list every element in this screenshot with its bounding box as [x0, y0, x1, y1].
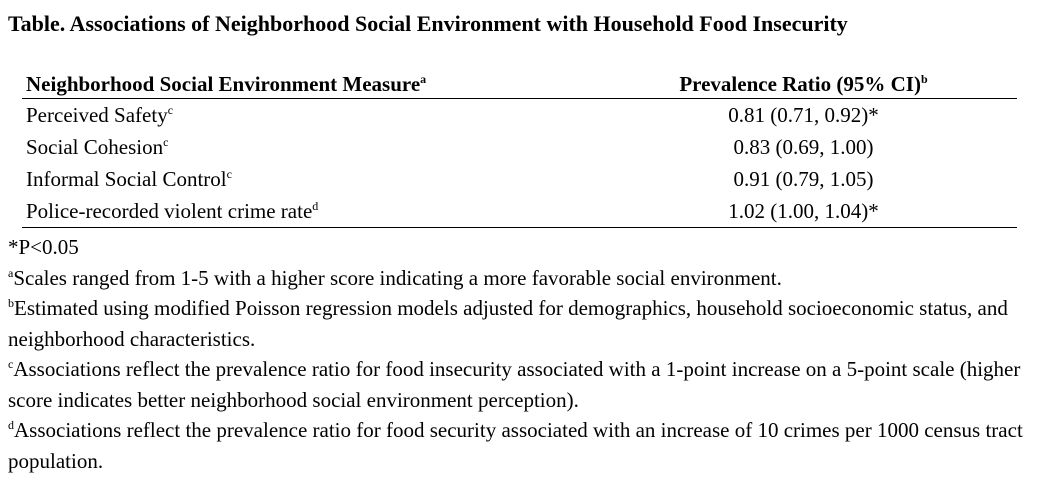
results-table [22, 70, 1017, 228]
header-measure [22, 70, 586, 99]
footnote-c-mark: c [8, 357, 14, 371]
row-footnote-mark: d [312, 199, 319, 213]
footnote-a [8, 263, 1038, 294]
footnote-b [8, 293, 1038, 354]
table-header-row [22, 70, 1017, 99]
row-measure [22, 131, 586, 163]
row-prevalence-ratio: 0.91 (0.79, 1.05) [733, 167, 874, 191]
table-title: Table. Associations of Neighborhood Social Environment with Household Food Insecurity [8, 11, 848, 36]
row-measure [22, 195, 586, 228]
header-prevalence-ratio [586, 70, 1017, 99]
footnote-b-mark: b [8, 296, 14, 310]
row-footnote-mark: c [163, 135, 169, 149]
row-prevalence-ratio: 0.81 (0.71, 0.92)* [728, 103, 879, 127]
row-measure [22, 99, 586, 132]
table-row [22, 99, 1017, 132]
header-pr-footnote-mark: b [920, 72, 928, 86]
footnote-c-text: Associations reflect the prevalence ratio for food insecurity associated with a 1-point increase on a 5-point scale (higher score indicates better neighborhood social environment perception). [8, 357, 1021, 412]
footnotes [8, 232, 1038, 476]
row-prevalence-ratio: 1.02 (1.00, 1.04)* [586, 195, 1017, 228]
footnote-d-mark: d [8, 418, 14, 432]
header-measure-footnote-mark: a [420, 72, 427, 86]
table-row [22, 195, 1017, 228]
table-row [22, 163, 1017, 195]
row-footnote-mark: c [226, 167, 232, 181]
row-prevalence-ratio: 0.83 (0.69, 1.00) [733, 135, 874, 159]
footnote-b-text: Estimated using modified Poisson regression models adjusted for demographics, household socioeconomic status, and neighborhood characteristics. [8, 296, 1008, 351]
row-measure-label: Police-recorded violent crime rate [26, 199, 313, 223]
header-pr-label: Prevalence Ratio (95% CI) [679, 72, 921, 96]
footnote-d [8, 415, 1038, 476]
row-footnote-mark: c [167, 103, 174, 117]
footnote-significance: *P<0.05 [8, 235, 79, 259]
row-measure [22, 163, 586, 195]
footnote-a-text: Scales ranged from 1-5 with a higher score indicating a more favorable social environment. [13, 265, 782, 290]
table-row [22, 131, 1017, 163]
footnote-d-text: Associations reflect the prevalence ratio for food security associated with an increase of 10 crimes per 1000 census tract population. [8, 418, 1023, 473]
row-measure-label: Informal Social Control [26, 167, 227, 191]
footnote-c [8, 354, 1038, 415]
footnote-a-mark: a [8, 265, 14, 280]
row-measure-label: Social Cohesion [26, 135, 164, 159]
row-measure-label: Perceived Safety [26, 103, 168, 127]
header-measure-label: Neighborhood Social Environment Measure [26, 72, 421, 96]
